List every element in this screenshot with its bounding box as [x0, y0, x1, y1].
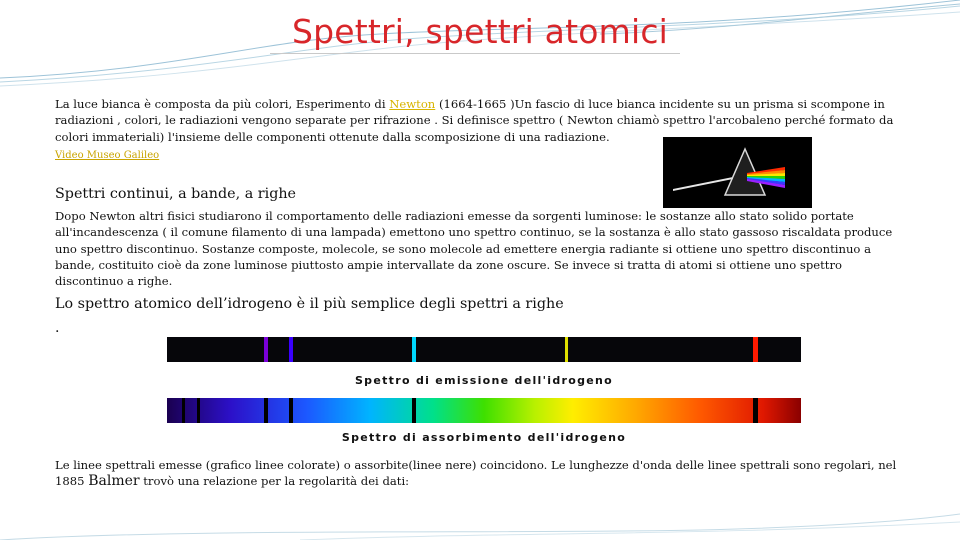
conclusion-paragraph: [55, 457, 905, 490]
emission-line-blue: [289, 337, 293, 362]
bottom-wave-decoration: [0, 500, 960, 540]
newton-link[interactable]: Newton: [389, 97, 436, 111]
absorption-line-6: [753, 398, 758, 423]
intro-text-start: La luce bianca è composta da più colori, Esperimento di: [55, 97, 390, 111]
emission-line-yellow: [565, 337, 568, 362]
hydrogen-spectra-figure: [167, 337, 801, 448]
conclusion-text-start: Le linee spettrali emesse (grafico linee colorate) o assorbite(linee nere) coincidono. Le lunghezze d'onda delle linee spettrali sono regolari, nel 1885: [55, 458, 897, 489]
heading-hydrogen-spectrum: Lo spettro atomico dell’idrogeno è il più semplice degli spettri a righe: [55, 296, 564, 312]
balmer-name: Balmer: [88, 473, 140, 490]
emission-line-cyan: [412, 337, 416, 362]
heading-continuous-spectra: Spettri continui, a bande, a righe: [55, 186, 297, 202]
absorption-line-1: [182, 398, 185, 423]
absorption-line-5: [412, 398, 416, 423]
absorption-line-4: [289, 398, 293, 423]
video-museo-galileo-link[interactable]: Video Museo Galileo: [55, 150, 160, 161]
absorption-line-2: [197, 398, 200, 423]
title-divider: [270, 53, 680, 54]
intro-text-rest: (1664-1665 )Un fascio di luce bianca incidente su un prisma si scompone in radiazioni , colori, le radiazioni vengono separate per rifrazione . Si definisce spettro ( Newton chiamò spettro l'arcobaleno perché formato da colori immateriali) l'insieme delle componenti ottenute dalla scomposizione di una radiazione.: [55, 97, 894, 144]
emission-line-violet: [264, 337, 268, 362]
continuous-spectra-paragraph: Dopo Newton altri fisici studiarono il comportamento delle radiazioni emesse da sorgenti luminose: le sostanze allo stato solido portate all'incandescenza ( il comune filamento di una lampada) emettono uno spettro continuo, se la sostanza è allo stato gassoso riscaldata produce uno spettro discontinuo. Sostanze composte, molecole, se sono molecole ad emettere energia radiante si ottiene uno spettro discontinuo a bande, costituito cioè da zone luminose piuttosto ampie intervallate da zone oscure. Se invece si tratta di atomi si ottiene uno spettro discontinuo a righe.: [55, 209, 893, 289]
absorption-spectrum-label: Spettro di assorbimento dell'idrogeno: [341, 431, 627, 444]
emission-spectrum-band: [167, 337, 801, 362]
prism-dispersion-image: [663, 137, 812, 208]
emission-line-red: [753, 337, 758, 362]
emission-spectrum-label: Spettro di emissione dell'idrogeno: [354, 374, 614, 387]
conclusion-text-end: trovò una relazione per la regolarità dei dati:: [139, 474, 410, 489]
absorption-spectrum-band: [167, 398, 801, 423]
page-title: Spettri, spettri atomici: [291, 12, 669, 51]
dot-text: .: [55, 320, 60, 336]
absorption-line-3: [264, 398, 268, 423]
